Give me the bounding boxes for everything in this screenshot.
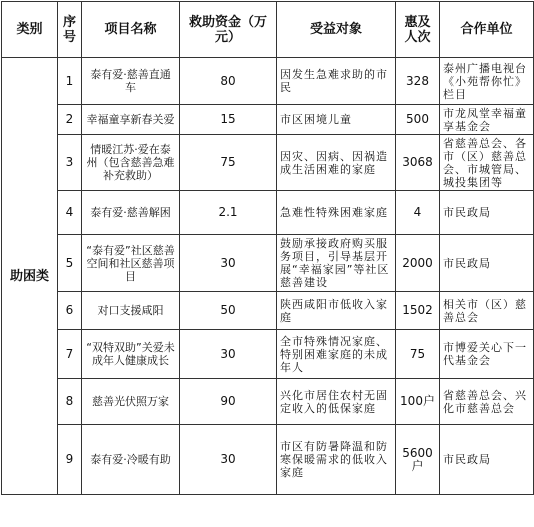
header-beneficiary: 受益对象 [277, 2, 396, 58]
count-cell: 328 [396, 58, 440, 105]
table-row [2, 330, 534, 379]
header-row [2, 2, 534, 58]
partner-cell: 泰州广播电视台《小苑帮你忙》栏目 [440, 58, 534, 105]
fund-cell: 50 [180, 292, 277, 330]
row-number: 3 [58, 135, 82, 191]
fund-cell: 2.1 [180, 191, 277, 235]
project-name-cell: 幸福童享新春关爱 [82, 105, 180, 135]
project-name-cell: 慈善光伏照万家 [82, 379, 180, 425]
partner-cell: 相关市（区）慈善总会 [440, 292, 534, 330]
fund-cell: 75 [180, 135, 277, 191]
beneficiary-cell: 全市特殊情况家庭、特别困难家庭的未成年人 [277, 330, 396, 379]
project-name-cell: 对口支援咸阳 [82, 292, 180, 330]
count-cell: 1502 [396, 292, 440, 330]
beneficiary-cell: 因发生急难求助的市民 [277, 58, 396, 105]
beneficiary-cell: 市区困境儿童 [277, 105, 396, 135]
beneficiary-cell: 陕西咸阳市低收入家庭 [277, 292, 396, 330]
partner-cell: 市民政局 [440, 235, 534, 292]
count-cell: 75 [396, 330, 440, 379]
project-name-cell: 泰有爱·慈善解困 [82, 191, 180, 235]
project-name-cell: “泰有爱”社区慈善空间和社区慈善项目 [82, 235, 180, 292]
table-row [2, 105, 534, 135]
table-row [2, 191, 534, 235]
count-cell: 4 [396, 191, 440, 235]
fund-cell: 90 [180, 379, 277, 425]
fund-cell: 30 [180, 425, 277, 495]
count-cell: 2000 [396, 235, 440, 292]
count-cell: 3068 [396, 135, 440, 191]
partner-cell: 市博爱关心下一代基金会 [440, 330, 534, 379]
partner-cell: 省慈善总会、兴化市慈善总会 [440, 379, 534, 425]
header-project-name: 项目名称 [82, 2, 180, 58]
fund-cell: 80 [180, 58, 277, 105]
project-name-cell: 泰有爱·慈善直通车 [82, 58, 180, 105]
row-number: 5 [58, 235, 82, 292]
row-number: 2 [58, 105, 82, 135]
header-number: 序号 [58, 2, 82, 58]
row-number: 1 [58, 58, 82, 105]
row-number: 7 [58, 330, 82, 379]
row-number: 9 [58, 425, 82, 495]
count-cell: 500 [396, 105, 440, 135]
header-category: 类别 [2, 2, 58, 58]
partner-cell: 市民政局 [440, 191, 534, 235]
header-fund: 救助资金（万元） [180, 2, 277, 58]
project-name-cell: “双特双助”关爱未成年人健康成长 [82, 330, 180, 379]
row-number: 8 [58, 379, 82, 425]
beneficiary-cell: 市区有防暑降温和防寒保暖需求的低收入家庭 [277, 425, 396, 495]
table-row [2, 235, 534, 292]
project-name-cell: 泰有爱·冷暖有助 [82, 425, 180, 495]
fund-cell: 30 [180, 330, 277, 379]
aid-projects-table [1, 1, 534, 495]
table-row [2, 379, 534, 425]
table-row [2, 425, 534, 495]
header-count: 惠及人次 [396, 2, 440, 58]
beneficiary-cell: 鼓励承接政府购买服务项目，引导基层开展“幸福家园”等社区慈善建设 [277, 235, 396, 292]
row-number: 4 [58, 191, 82, 235]
header-partner: 合作单位 [440, 2, 534, 58]
count-cell: 100户 [396, 379, 440, 425]
partner-cell: 省慈善总会、各市（区）慈善总会、市城管局、城投集团等 [440, 135, 534, 191]
row-number: 6 [58, 292, 82, 330]
table-row [2, 58, 534, 105]
category-cell: 助困类 [2, 58, 58, 495]
beneficiary-cell: 因灾、因病、因祸造成生活困难的家庭 [277, 135, 396, 191]
fund-cell: 30 [180, 235, 277, 292]
count-cell: 5600户 [396, 425, 440, 495]
table-row [2, 135, 534, 191]
partner-cell: 市龙凤堂幸福童享基金会 [440, 105, 534, 135]
beneficiary-cell: 急难性特殊困难家庭 [277, 191, 396, 235]
partner-cell: 市民政局 [440, 425, 534, 495]
project-name-cell: 情暖江苏·爱在泰州（包含慈善急难补充救助） [82, 135, 180, 191]
beneficiary-cell: 兴化市居住农村无固定收入的低保家庭 [277, 379, 396, 425]
fund-cell: 15 [180, 105, 277, 135]
table-row [2, 292, 534, 330]
